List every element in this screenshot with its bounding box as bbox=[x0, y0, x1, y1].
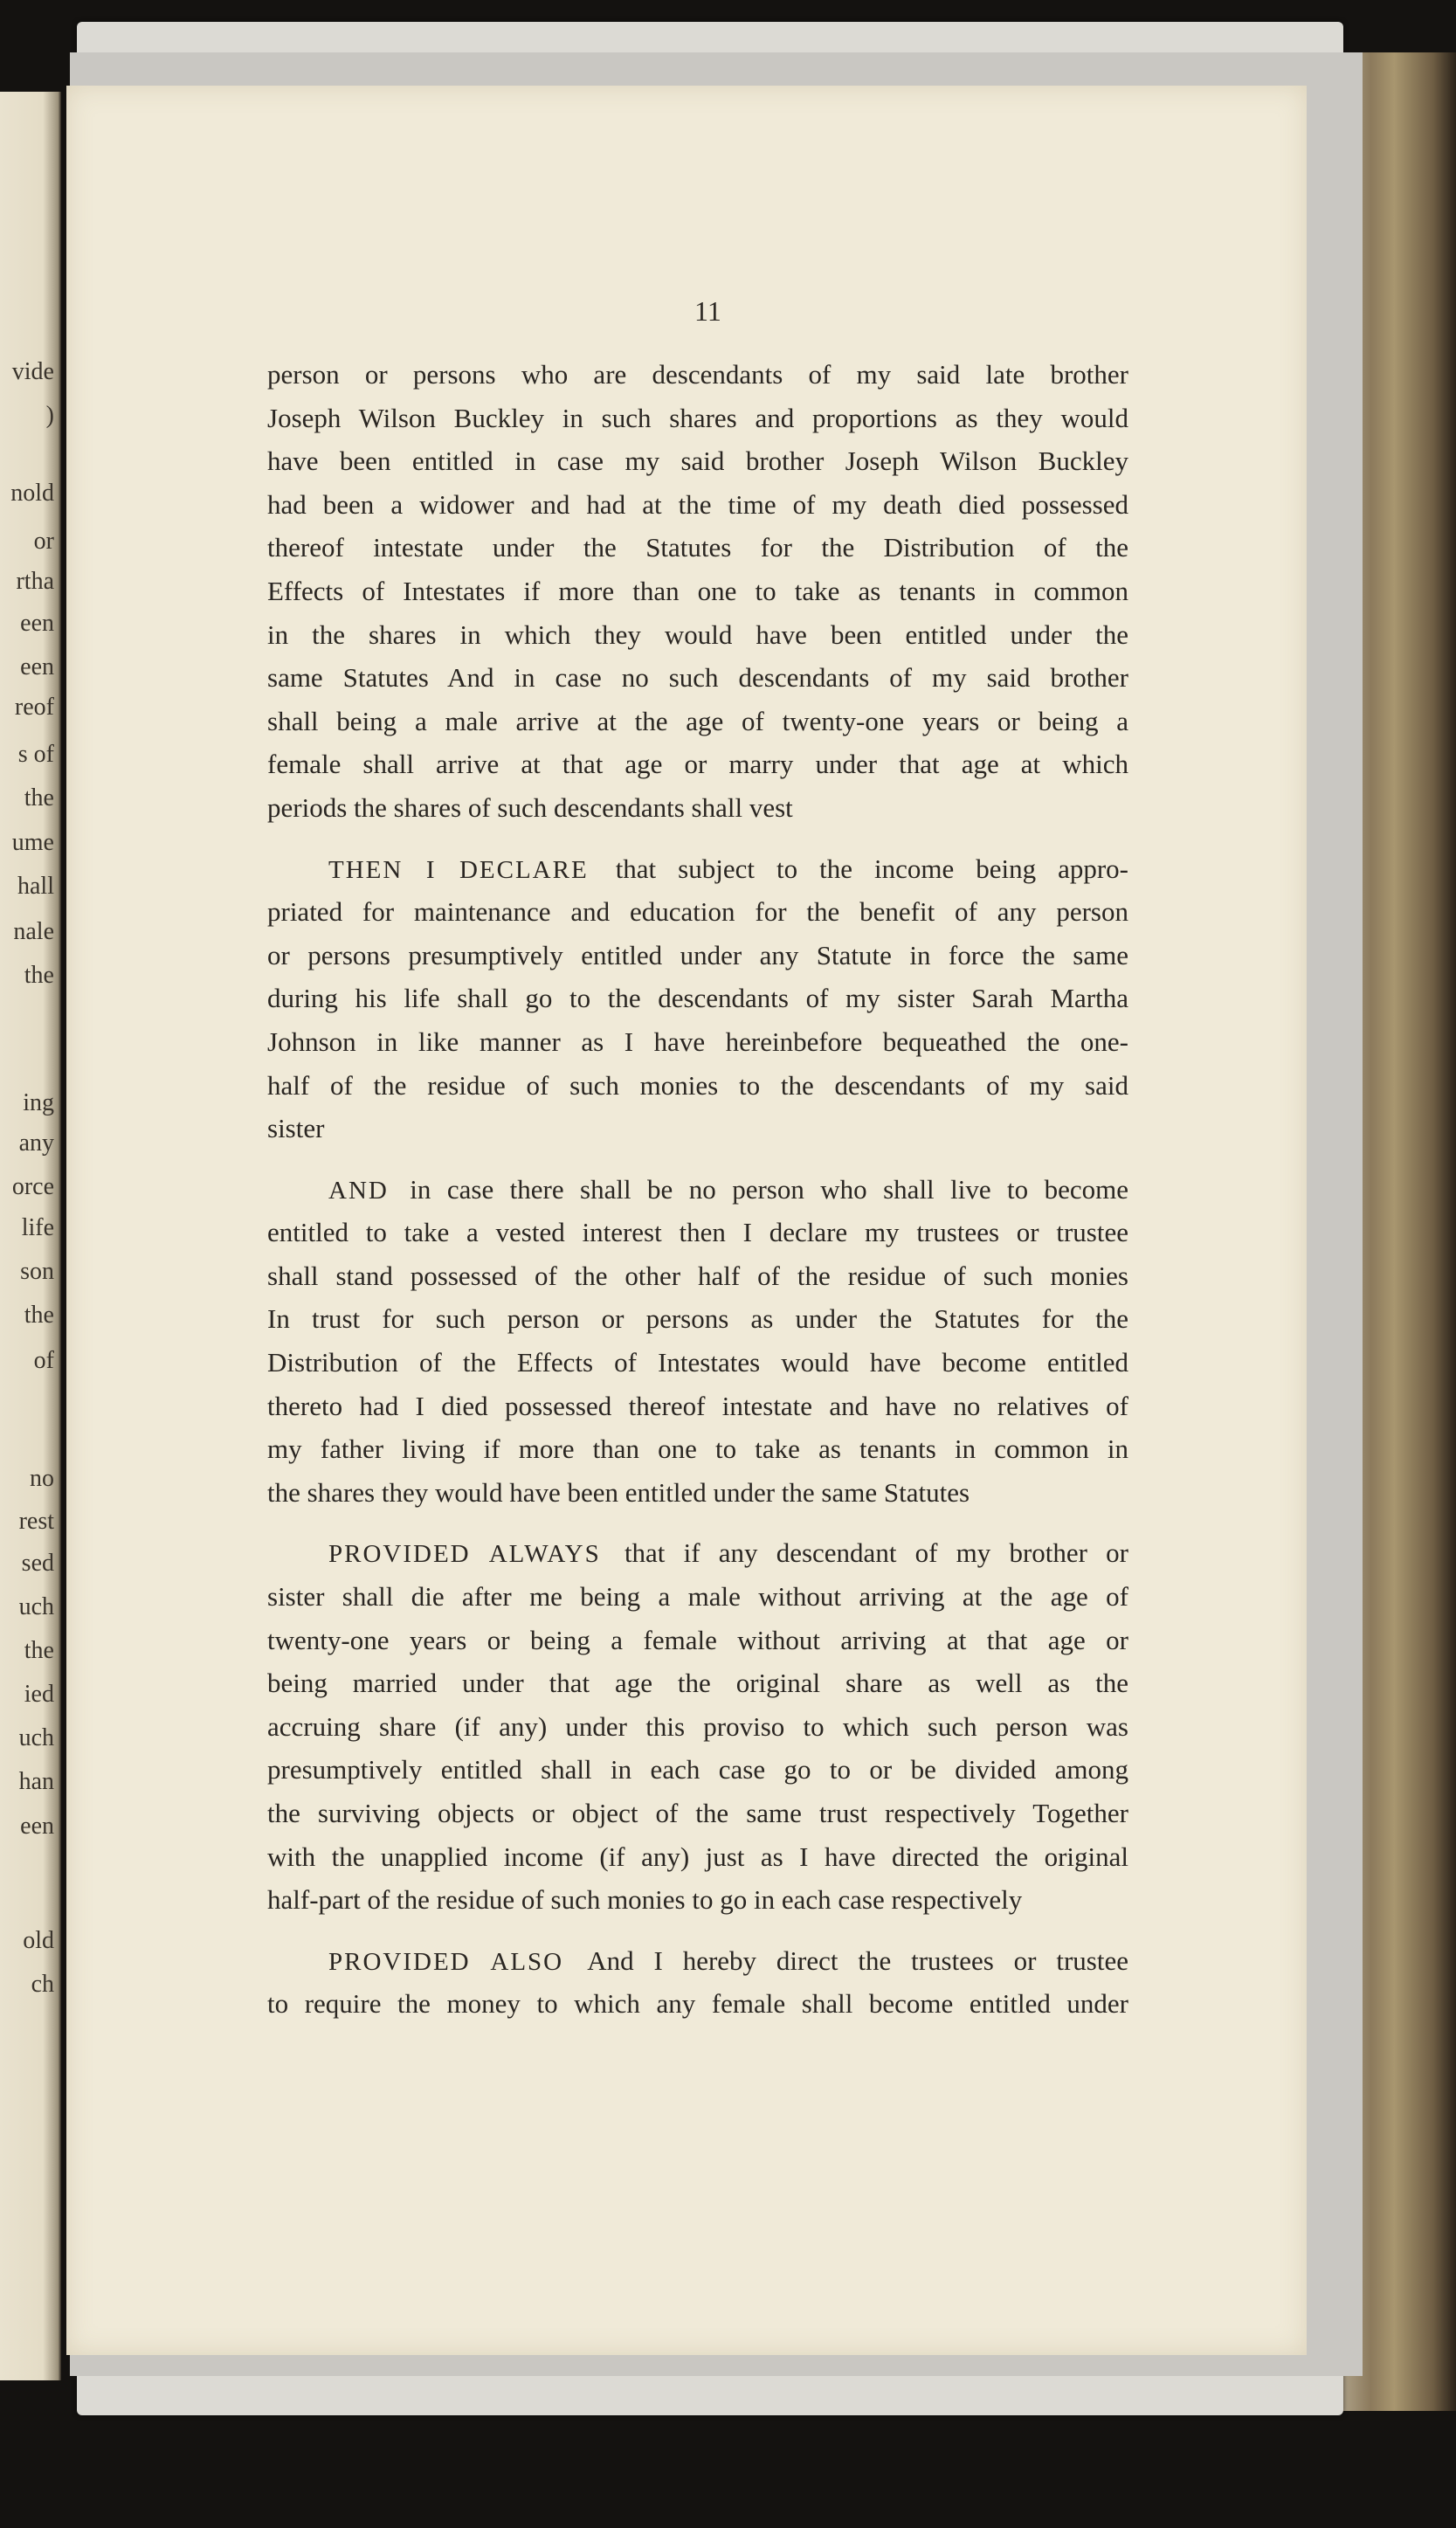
text-line bbox=[267, 1341, 1128, 1385]
left-page-text-fragment: old bbox=[23, 1927, 54, 1955]
line-text: periods the shares of such descendants shall vest bbox=[267, 791, 793, 823]
left-page-text-fragment: or bbox=[33, 528, 54, 556]
text-line bbox=[267, 570, 1128, 613]
text-line bbox=[267, 1297, 1128, 1341]
text-line bbox=[267, 1107, 1128, 1150]
text-line bbox=[267, 1835, 1128, 1879]
paragraph bbox=[267, 353, 1128, 830]
left-page-text-fragment: han bbox=[18, 1767, 54, 1795]
text-line bbox=[267, 656, 1128, 700]
line-text: presumptively entitled shall in each case go to or be divided among bbox=[267, 1754, 1128, 1785]
left-page-text-fragment: ume bbox=[11, 829, 54, 857]
paragraph bbox=[267, 1168, 1128, 1515]
text-line bbox=[267, 1531, 1128, 1575]
line-text: the shares they would have been entitled under the same Statutes bbox=[267, 1476, 970, 1508]
line-text: Distribution of the Effects of Intestates would have become entitled bbox=[267, 1347, 1128, 1378]
text-line bbox=[267, 934, 1128, 977]
line-text: sister bbox=[267, 1113, 325, 1144]
text-line bbox=[267, 526, 1128, 570]
line-text: being married under that age the original share as well as the bbox=[267, 1668, 1128, 1699]
line-text: that subject to the income being appro- bbox=[615, 853, 1128, 884]
text-line bbox=[267, 1939, 1128, 1983]
text-line bbox=[267, 977, 1128, 1020]
left-facing-page bbox=[0, 92, 61, 2380]
left-page-text-fragment: ing bbox=[23, 1088, 54, 1116]
left-page-text-fragment: ied bbox=[24, 1680, 54, 1708]
line-text: Joseph Wilson Buckley in such shares and proportions as they would bbox=[267, 402, 1128, 433]
text-line bbox=[267, 890, 1128, 934]
line-text: same Statutes And in case no such descendants of my said brother bbox=[267, 662, 1128, 694]
line-text: accruing share (if any) under this proviso to which such person was bbox=[267, 1710, 1128, 1742]
line-text: have been entitled in case my said brother Joseph Wilson Buckley bbox=[267, 446, 1128, 477]
paragraph bbox=[267, 1939, 1128, 2026]
text-line bbox=[267, 1471, 1128, 1515]
line-text: half of the residue of such monies to the descendants of my said bbox=[267, 1069, 1128, 1101]
text-line bbox=[267, 439, 1128, 483]
text-line bbox=[267, 1982, 1128, 2026]
line-text: in the shares in which they would have been entitled under the bbox=[267, 618, 1128, 650]
text-line bbox=[267, 1705, 1128, 1749]
left-page-text-fragment: rtha bbox=[16, 568, 54, 596]
line-text: thereto had I died possessed thereof intestate and have no relatives of bbox=[267, 1390, 1128, 1421]
left-page-text-fragment: een bbox=[20, 1813, 54, 1841]
left-page-text-fragment: een bbox=[20, 610, 54, 638]
text-line bbox=[267, 786, 1128, 830]
left-page-text-fragment: the bbox=[24, 1302, 54, 1330]
left-page-text-fragment: nold bbox=[10, 479, 54, 507]
left-page-text-fragment: uch bbox=[18, 1723, 54, 1751]
left-page-text-fragment: of bbox=[33, 1346, 54, 1374]
line-text: Effects of Intestates if more than one to take as tenants in common bbox=[267, 575, 1128, 606]
text-line bbox=[267, 613, 1128, 657]
page-number: 11 bbox=[694, 295, 721, 327]
paragraph-lead: AND bbox=[328, 1176, 389, 1205]
line-text: had been a widower and had at the time of my death died possessed bbox=[267, 488, 1128, 520]
left-page-text-fragment: the bbox=[24, 961, 54, 989]
text-line bbox=[267, 1878, 1128, 1922]
paragraph bbox=[267, 1531, 1128, 1921]
paragraph bbox=[267, 847, 1128, 1150]
text-line bbox=[267, 1661, 1128, 1705]
line-text: in case there shall be no person who shall live to become bbox=[410, 1173, 1128, 1205]
text-line bbox=[267, 743, 1128, 786]
left-page-text-fragment: the bbox=[24, 1637, 54, 1665]
body-text bbox=[267, 353, 1128, 2026]
text-line bbox=[267, 1575, 1128, 1619]
line-text: twenty-one years or being a female without arriving at that age or bbox=[267, 1624, 1128, 1655]
left-page-text-fragment: no bbox=[30, 1464, 54, 1492]
line-text: the surviving objects or object of the same trust respectively Together bbox=[267, 1798, 1128, 1828]
left-page-text-fragment: life bbox=[21, 1214, 54, 1242]
text-line bbox=[267, 1427, 1128, 1471]
text-line bbox=[267, 397, 1128, 440]
line-text: to require the money to which any female shall become entitled under bbox=[267, 1988, 1128, 2020]
left-page-text-fragment: s of bbox=[17, 740, 54, 768]
left-page-text-fragment: orce bbox=[11, 1172, 54, 1200]
text-line bbox=[267, 353, 1128, 397]
text-line bbox=[267, 1168, 1128, 1212]
line-text: thereof intestate under the Statutes for the Distribution of the bbox=[267, 532, 1128, 563]
left-page-text-fragment: hall bbox=[17, 873, 54, 901]
text-line bbox=[267, 1385, 1128, 1428]
line-text: Johnson in like manner as I have hereinbefore bequeathed the one- bbox=[267, 1026, 1128, 1057]
line-text: that if any descendant of my brother or bbox=[624, 1537, 1129, 1569]
line-text: female shall arrive at that age or marry under that age at which bbox=[267, 749, 1128, 780]
text-line bbox=[267, 1064, 1128, 1108]
text-line bbox=[267, 1211, 1128, 1254]
line-text: my father living if more than one to take as tenants in common in bbox=[267, 1433, 1128, 1465]
paragraph-lead: THEN I DECLARE bbox=[328, 855, 589, 884]
text-line bbox=[267, 1792, 1128, 1835]
text-line bbox=[267, 1619, 1128, 1662]
line-text: In trust for such person or persons as under the Statutes for the bbox=[267, 1303, 1128, 1335]
left-page-text-fragment: vide bbox=[11, 358, 54, 386]
left-page-text-fragment: sed bbox=[21, 1550, 54, 1578]
line-text: during his life shall go to the descendants of my sister Sarah Martha bbox=[267, 983, 1128, 1014]
line-text: with the unapplied income (if any) just as I have directed the original bbox=[267, 1841, 1128, 1872]
left-page-text-fragment: reof bbox=[14, 694, 54, 722]
paragraph-lead: PROVIDED ALSO bbox=[328, 1947, 564, 1976]
left-page-text-fragment: ) bbox=[45, 402, 54, 430]
left-page-text-fragment: een bbox=[20, 653, 54, 681]
left-page-text-fragment: any bbox=[18, 1129, 54, 1157]
left-page-text-fragment: rest bbox=[18, 1508, 54, 1536]
text-line bbox=[267, 847, 1128, 891]
left-page-text-fragment: ch bbox=[31, 1971, 54, 1999]
text-line bbox=[267, 1254, 1128, 1298]
text-line bbox=[267, 483, 1128, 527]
line-text: shall being a male arrive at the age of twenty-one years or being a bbox=[267, 705, 1128, 736]
line-text: half-part of the residue of such monies to go in each case respectively bbox=[267, 1884, 1023, 1916]
left-page-text-fragment: uch bbox=[18, 1593, 54, 1621]
left-page-text-fragment: son bbox=[20, 1258, 54, 1286]
line-text: person or persons who are descendants of my said late brother bbox=[267, 359, 1128, 390]
line-text: or persons presumptively entitled under any Statute in force the same bbox=[267, 939, 1128, 970]
line-text: shall stand possessed of the other half of the residue of such monies bbox=[267, 1260, 1128, 1291]
line-text: And I hereby direct the trustees or trustee bbox=[587, 1944, 1128, 1976]
line-text: priated for maintenance and education for the benefit of any person bbox=[267, 896, 1128, 928]
left-page-text-fragment: nale bbox=[13, 917, 54, 945]
text-line bbox=[267, 1020, 1128, 1064]
line-text: sister shall die after me being a male without arriving at the age of bbox=[267, 1581, 1128, 1613]
paragraph-lead: PROVIDED ALWAYS bbox=[328, 1540, 601, 1569]
text-line bbox=[267, 700, 1128, 743]
left-page-text-fragment: the bbox=[24, 784, 54, 812]
line-text: entitled to take a vested interest then I declare my trustees or trustee bbox=[267, 1217, 1128, 1248]
text-line bbox=[267, 1748, 1128, 1792]
